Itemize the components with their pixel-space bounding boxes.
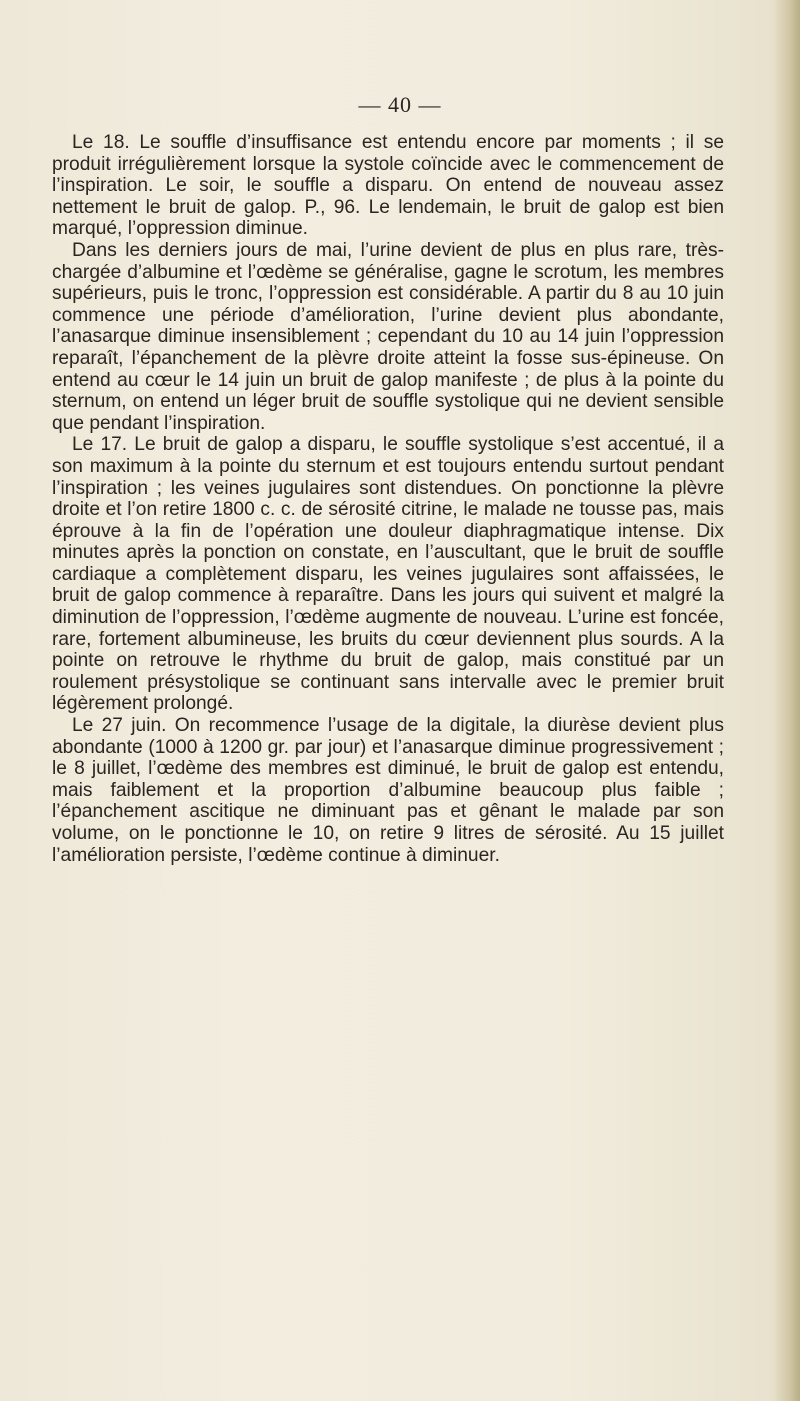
paragraph-3: Le 17. Le bruit de galop a disparu, le souffle systolique s’est accentué, il a son maximum à la pointe du sternum et est toujours entendu surtout pendant l’inspiration ; les veines jugulaires sont distendues. On ponctionne la plèvre droite et l’on retire 1800 c. c. de sérosité citrine, le malade ne tousse pas, mais éprouve à la fin de l’opération une douleur diaphragmatique intense. Dix minutes après la ponction on constate, en l’auscultant, que le bruit de souffle cardiaque a complètement disparu, les veines jugulaires sont affaissées, le bruit de galop commence à reparaître. Dans les jours qui suivent et malgré la diminution de l’oppression, l’œdème augmente de nouveau. L’urine est foncée, rare, fortement albumineuse, les bruits du cœur deviennent plus sourds. A la pointe on retrouve le rhythme du bruit de galop, mais constitué par un roulement présystolique se continuant sans intervalle avec le premier bruit légèrement prolongé. — [52, 434, 724, 715]
page-edge-shadow — [774, 0, 800, 1401]
paragraph-4: Le 27 juin. On recommence l’usage de la digitale, la diurèse devient plus abondante (1000 à 1200 gr. par jour) et l’anasarque diminue progressivement ; le 8 juillet, l’œdème des membres est diminué, le bruit de galop est entendu, mais faiblement et la proportion d’albumine beaucoup plus faible ; l’épanchement ascitique ne diminuant pas et gênant le malade par son volume, on le ponctionne le 10, on retire 9 litres de sérosité. Au 15 juillet l’amélioration persiste, l’œdème continue à diminuer. — [52, 715, 724, 866]
paragraph-1: Le 18. Le souffle d’insuffisance est entendu encore par moments ; il se produit irrégulièrement lorsque la systole coïncide avec le commencement de l’inspiration. Le soir, le souffle a disparu. On entend de nouveau assez nettement le bruit de galop. P., 96. Le lendemain, le bruit de galop est bien marqué, l’oppression diminue. — [52, 132, 724, 240]
page-number: — 40 — — [358, 92, 442, 117]
paragraph-2: Dans les derniers jours de mai, l’urine devient de plus en plus rare, très-chargée d’albumine et l’œdème se généralise, gagne le scrotum, les membres supérieurs, puis le tronc, l’oppression est considérable. A partir du 8 au 10 juin commence une période d’amélioration, l’urine devient plus abondante, l’anasarque diminue insensiblement ; cependant du 10 au 14 juin l’oppression reparaît, l’épanchement de la plèvre droite atteint la fosse sus-épineuse. On entend au cœur le 14 juin un bruit de galop manifeste ; de plus à la pointe du sternum, on entend un léger bruit de souffle systolique qui ne devient sensible que pendant l’inspiration. — [52, 239, 724, 434]
body-text — [52, 132, 724, 866]
